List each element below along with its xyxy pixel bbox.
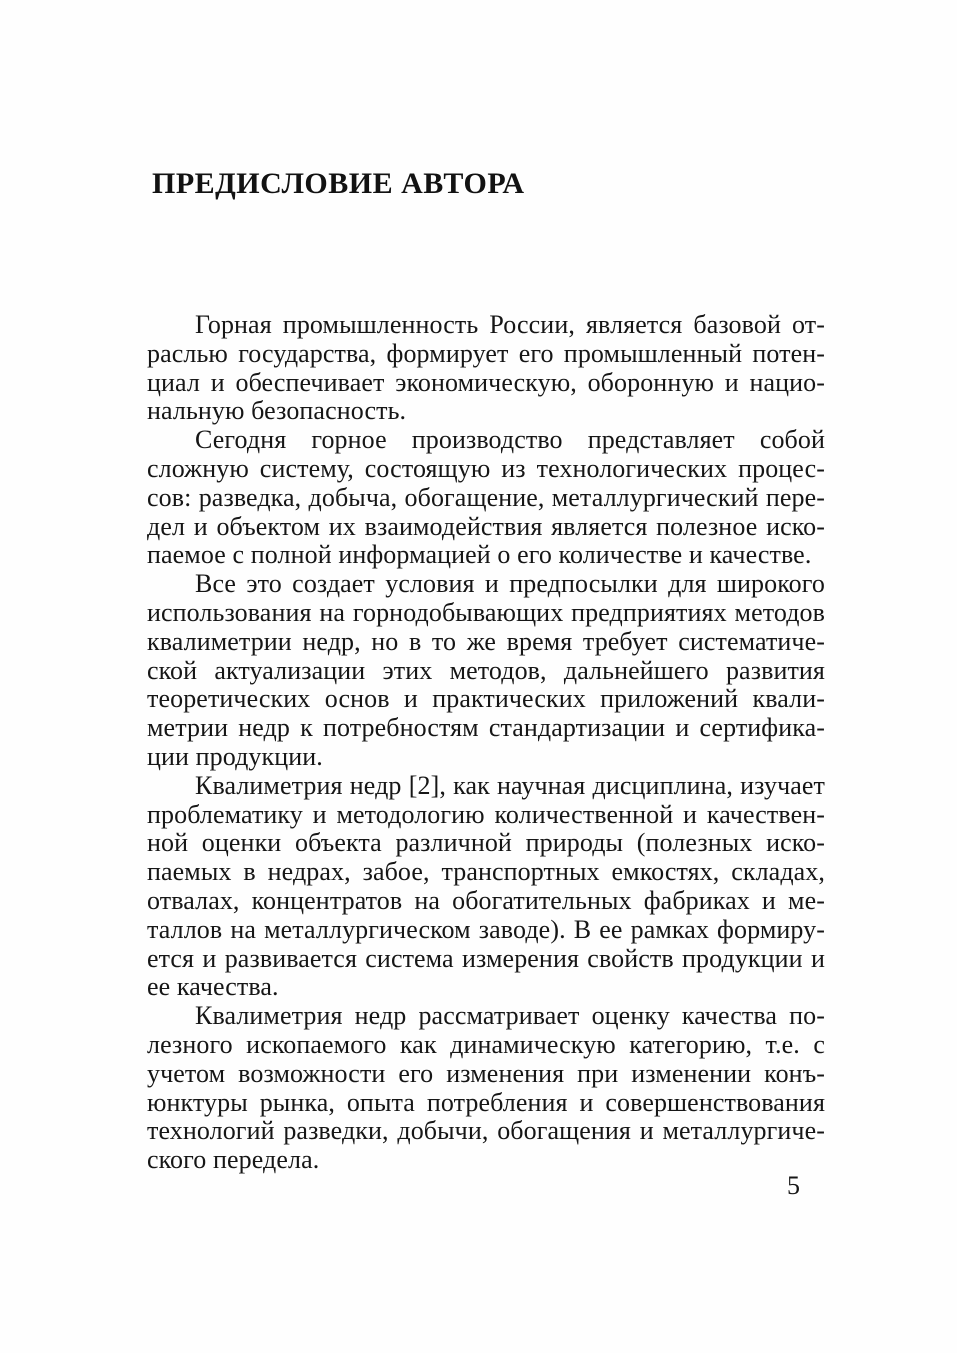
text-line: Горная промышленность России, является базовой от- [195,310,825,339]
text-line: раслью государства, формирует его промышленный потен- [147,338,825,368]
text-line: Сегодня горное производство представляет собой [195,425,825,455]
paragraph [147,1002,825,1175]
document-body [147,311,825,1175]
paragraph [147,426,825,570]
text-line: лезного ископаемого как динамическую категорию, т.е. с [147,1029,825,1059]
text-line: метрии недр к потребностям стандартизации и сертифика- [147,713,825,743]
text-line: ной оценки объекта различной природы (полезных иско- [147,828,825,858]
paragraph [147,570,825,772]
text-line: ции продукции. [147,741,323,771]
text-line: нальную безопасность. [147,396,407,426]
text-line: использования на горнодобывающих предприятиях методов [147,597,825,627]
text-line: ского передела. [147,1145,320,1175]
page-title: ПРЕДИСЛОВИЕ АВТОРА [152,167,525,200]
text-line: квалиметрии недр, но в то же время требует систематиче- [147,626,825,656]
text-line: Квалиметрия недр рассматривает оценку качества по- [195,1001,825,1031]
text-line: паемых в недрах, забое, транспортных емкостях, складах, [147,857,825,887]
text-line: технологий разведки, добычи, обогащения и металлургиче- [147,1116,825,1146]
text-line: теоретических основ и практических приложений квали- [147,684,825,714]
text-line: паемое с полной информацией о его количестве и качестве. [147,540,812,570]
paragraph [147,311,825,426]
text-line: сов: разведка, добыча, обогащение, металлургический пере- [147,482,825,512]
text-line: таллов на металлургическом заводе). В ее рамках формиру- [147,914,825,944]
text-line: дел и объектом их взаимодействия является полезное иско- [147,511,825,541]
text-line: ее качества. [147,972,279,1002]
text-line: циал и обеспечивает экономическую, оборонную и нацио- [147,367,825,397]
text-line: учетом возможности его изменения при изменении конъ- [147,1058,825,1088]
text-line: юнктуры рынка, опыта потребления и совершенствования [147,1087,825,1117]
text-line: отвалах, концентратов на обогатительных фабриках и ме- [147,885,825,915]
text-line: Квалиметрия недр [2], как научная дисциплина, изучает [195,770,825,800]
text-line: ется и развивается система измерения свойств продукции и [147,943,825,973]
text-line: Все это создает условия и предпосылки для широкого [195,569,825,599]
page-number: 5 [787,1171,800,1200]
paragraph [147,772,825,1002]
text-line: сложную систему, состоящую из технологических процес- [147,453,825,483]
text-line: ской актуализации этих методов, дальнейшего развития [147,655,825,685]
text-line: проблематику и методологию количественной и качествен- [147,799,825,829]
